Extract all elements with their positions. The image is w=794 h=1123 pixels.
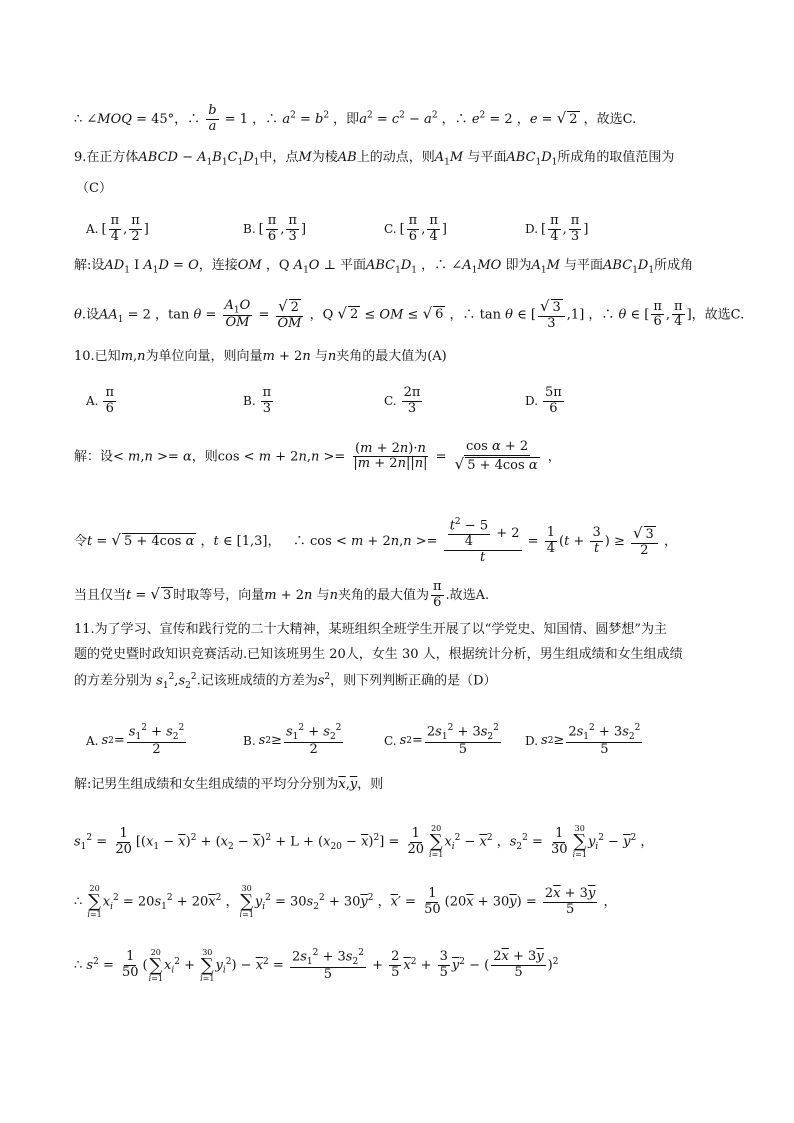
q11-option-d: D. s 2 ≥ $\frac{2s_1^2 + 3s_2^2}{5}$: [525, 723, 641, 758]
q11-stem-line2: 题的党史暨时政知识竞赛活动.已知该班男生 20人，女生 30 人，根据统计分析，男生组成绩和女生组成绩: [74, 647, 683, 662]
q9-option-d: D. [ $\frac{\pi}{4}$ , $\frac{\pi}{3}$ ]: [525, 213, 589, 244]
q11-solution-formula1: $s_1^2$ = $\frac{1}{20}$ $[(x_1 - \overline{x})^2 + (x_2 - \overline{x})^2 + L + (x_{20} - \overline{x})^2]$ = $\frac{1}{20}$ 20 ∑ i=1 $x_i^2 - \overline{x}^2$ ，$s_2^2$ = $\frac{1}{30}$ 30 ∑ i=1 $y_i^2 - \overline{y}^2$ ，: [74, 824, 654, 859]
q11-option-c: C. s 2 = $\frac{2s_1^2 + 3s_2^2}{5}$: [384, 723, 499, 758]
q8-conclusion-line: ∴ ∠MOQ = 45°，∴ $\frac{b}{a}$ = 1 ，∴ $a^2 = b^2$ ，即$a^2 = c^2 - a^2$ ，∴ $e^2 = 2$ ，e = √ 2 ，故选C.: [74, 103, 637, 134]
q9-stem: 9.在正方体ABCD − $A_1B_1C_1D_1$中，点M为棱AB上的动点，则$A_1M$ 与平面$ABC_1D_1$所成角的取值范围为: [74, 150, 675, 168]
q10-option-c: C. $\frac{2\pi}{3}$: [384, 385, 421, 416]
q9-answer: （C）: [76, 181, 112, 196]
q9-stem-d: 上的动点，则: [356, 150, 435, 165]
q10-solution-line1: 解：设< m,n >= α，则cos < m + 2n,n >= $\frac{(m + 2n)\cdot n}{|m + 2n||n|}$ = $\frac{\text{cos α + 2}}{\text{√ 5 + 4cos α}}$ ，: [74, 439, 561, 473]
q11-solution-formula2: ∴ 20 ∑ i=1 $x_i^2 = 20s_1^2 + 20\overline{x}^2$ ， 30 ∑ i=1 $y_i^2 = 30s_2^2 + 30\overline{y}^2$ ，$\overline{x}'$ = $\frac{1}{50}$ $(20\overline{x} + 30\overline{y})$ = $\frac{2\overline{x} + 3\overline{y}}{5}$ ，: [74, 884, 617, 919]
q9-stem-c: 为棱: [311, 150, 338, 165]
q9-stem-a: 9.在正方体: [74, 150, 139, 165]
q9-stem-b: 中，点: [259, 150, 299, 165]
q9-stem-f: 所成角的取值范围为: [557, 150, 675, 165]
q10-stem: 10.已知m,n为单位向量，则向量m + 2n 与n夹角的最大值为(A): [74, 349, 447, 364]
q11-options: [86, 723, 726, 758]
q10-solution-line2: 令t = √ 5 + 4cos α ，t ∈ [1,3]， ∴ cos < m + 2n,n >= $\frac{t^2 - 5}{4}$ + 2 t = $\frac{1}{4}$ (t + $\frac{3}{t}$ ) ≥ $\frac{√ 3}{2}$ ，: [74, 517, 677, 566]
q11-stem-line1: 11.为了学习、宣传和践行党的二十大精神，某班组织全班学生开展了以“学党史、知国情、圆梦想”为主: [74, 622, 667, 637]
q9-option-c: C. [ $\frac{\pi}{6}$ , $\frac{\pi}{4}$ ]: [384, 213, 447, 244]
q11-option-a: A. s 2 = $\frac{s_1^2 + s_2^2}{2}$: [86, 723, 185, 758]
q9-solution-line2: θ.设$AA_1 = 2$ ，tan θ = $\frac{A_1O}{OM}$ = $\frac{√ 2}{OM}$ ，Q √ 2 ≤ OM ≤ √ 6 ，∴ tan θ ∈ [ $\frac{√ 3}{3}$ ,1] ，∴ θ ∈ [ $\frac{\pi}{6}$ , $\frac{\pi}{4}$ ]，故选C.: [74, 297, 745, 331]
q11-solution-intro: 解:记男生组成绩和女生组成绩的平均分分别为$\overline{x},\overline{y}$，则: [74, 777, 384, 792]
q10-options: [86, 386, 726, 417]
q11-stem-line3: 的方差分别为 $s_1^2,s_2^2$.记该班成绩的方差为$s^2$，则下列判断正确的是（D）: [74, 672, 497, 691]
q9-stem-e: 与平面: [467, 150, 507, 165]
q9-options: [86, 214, 726, 245]
q9-option-a: A. [ $\frac{\pi}{4}$ , $\frac{\pi}{2}$ ]: [86, 213, 149, 244]
q9-solution-line1: 解:设$AD_1$ I $A_1D = O$，连接OM ，Q $A_1O$ ⊥ 平面$ABC_1D_1$ ，∴ $\angle A_1MO$ 即为$A_1M$ 与平面$ABC_1D_1$所成角: [74, 258, 694, 276]
q11-solution-formula3: ∴ $s^2$ = $\frac{1}{50}$ ( 20 ∑ i=1 $x_i^2$ + 30 ∑ i=1 $y_i^2) - \overline{x}^2$ = $\frac{2s_1^2 + 3s_2^2}{5}$ + $\frac{2}{5}$ $\overline{x}^2$ + $\frac{3}{5}$ $\overline{y}^2$ − ( $\frac{2\overline{x} + 3\overline{y}}{5}$ )$^2$: [74, 947, 559, 983]
q10-option-d: D. $\frac{5\pi}{6}$: [525, 385, 562, 416]
q10-solution-line3: 当且仅当t = √ 3 时取等号，向量m + 2n 与n夹角的最大值为 $\frac{\pi}{6}$ .故选A.: [74, 579, 490, 610]
q9-option-b: B. [ $\frac{\pi}{6}$ , $\frac{\pi}{3}$ ]: [243, 213, 307, 244]
q8-conclusion: 故选C.: [596, 111, 637, 127]
q11-option-b: B. s 2 ≥ $\frac{s_1^2 + s_2^2}{2}$: [243, 723, 342, 758]
q10-option-a: A. $\frac{\pi}{6}$: [86, 385, 115, 416]
q10-option-b: B. $\frac{\pi}{3}$: [243, 385, 272, 416]
